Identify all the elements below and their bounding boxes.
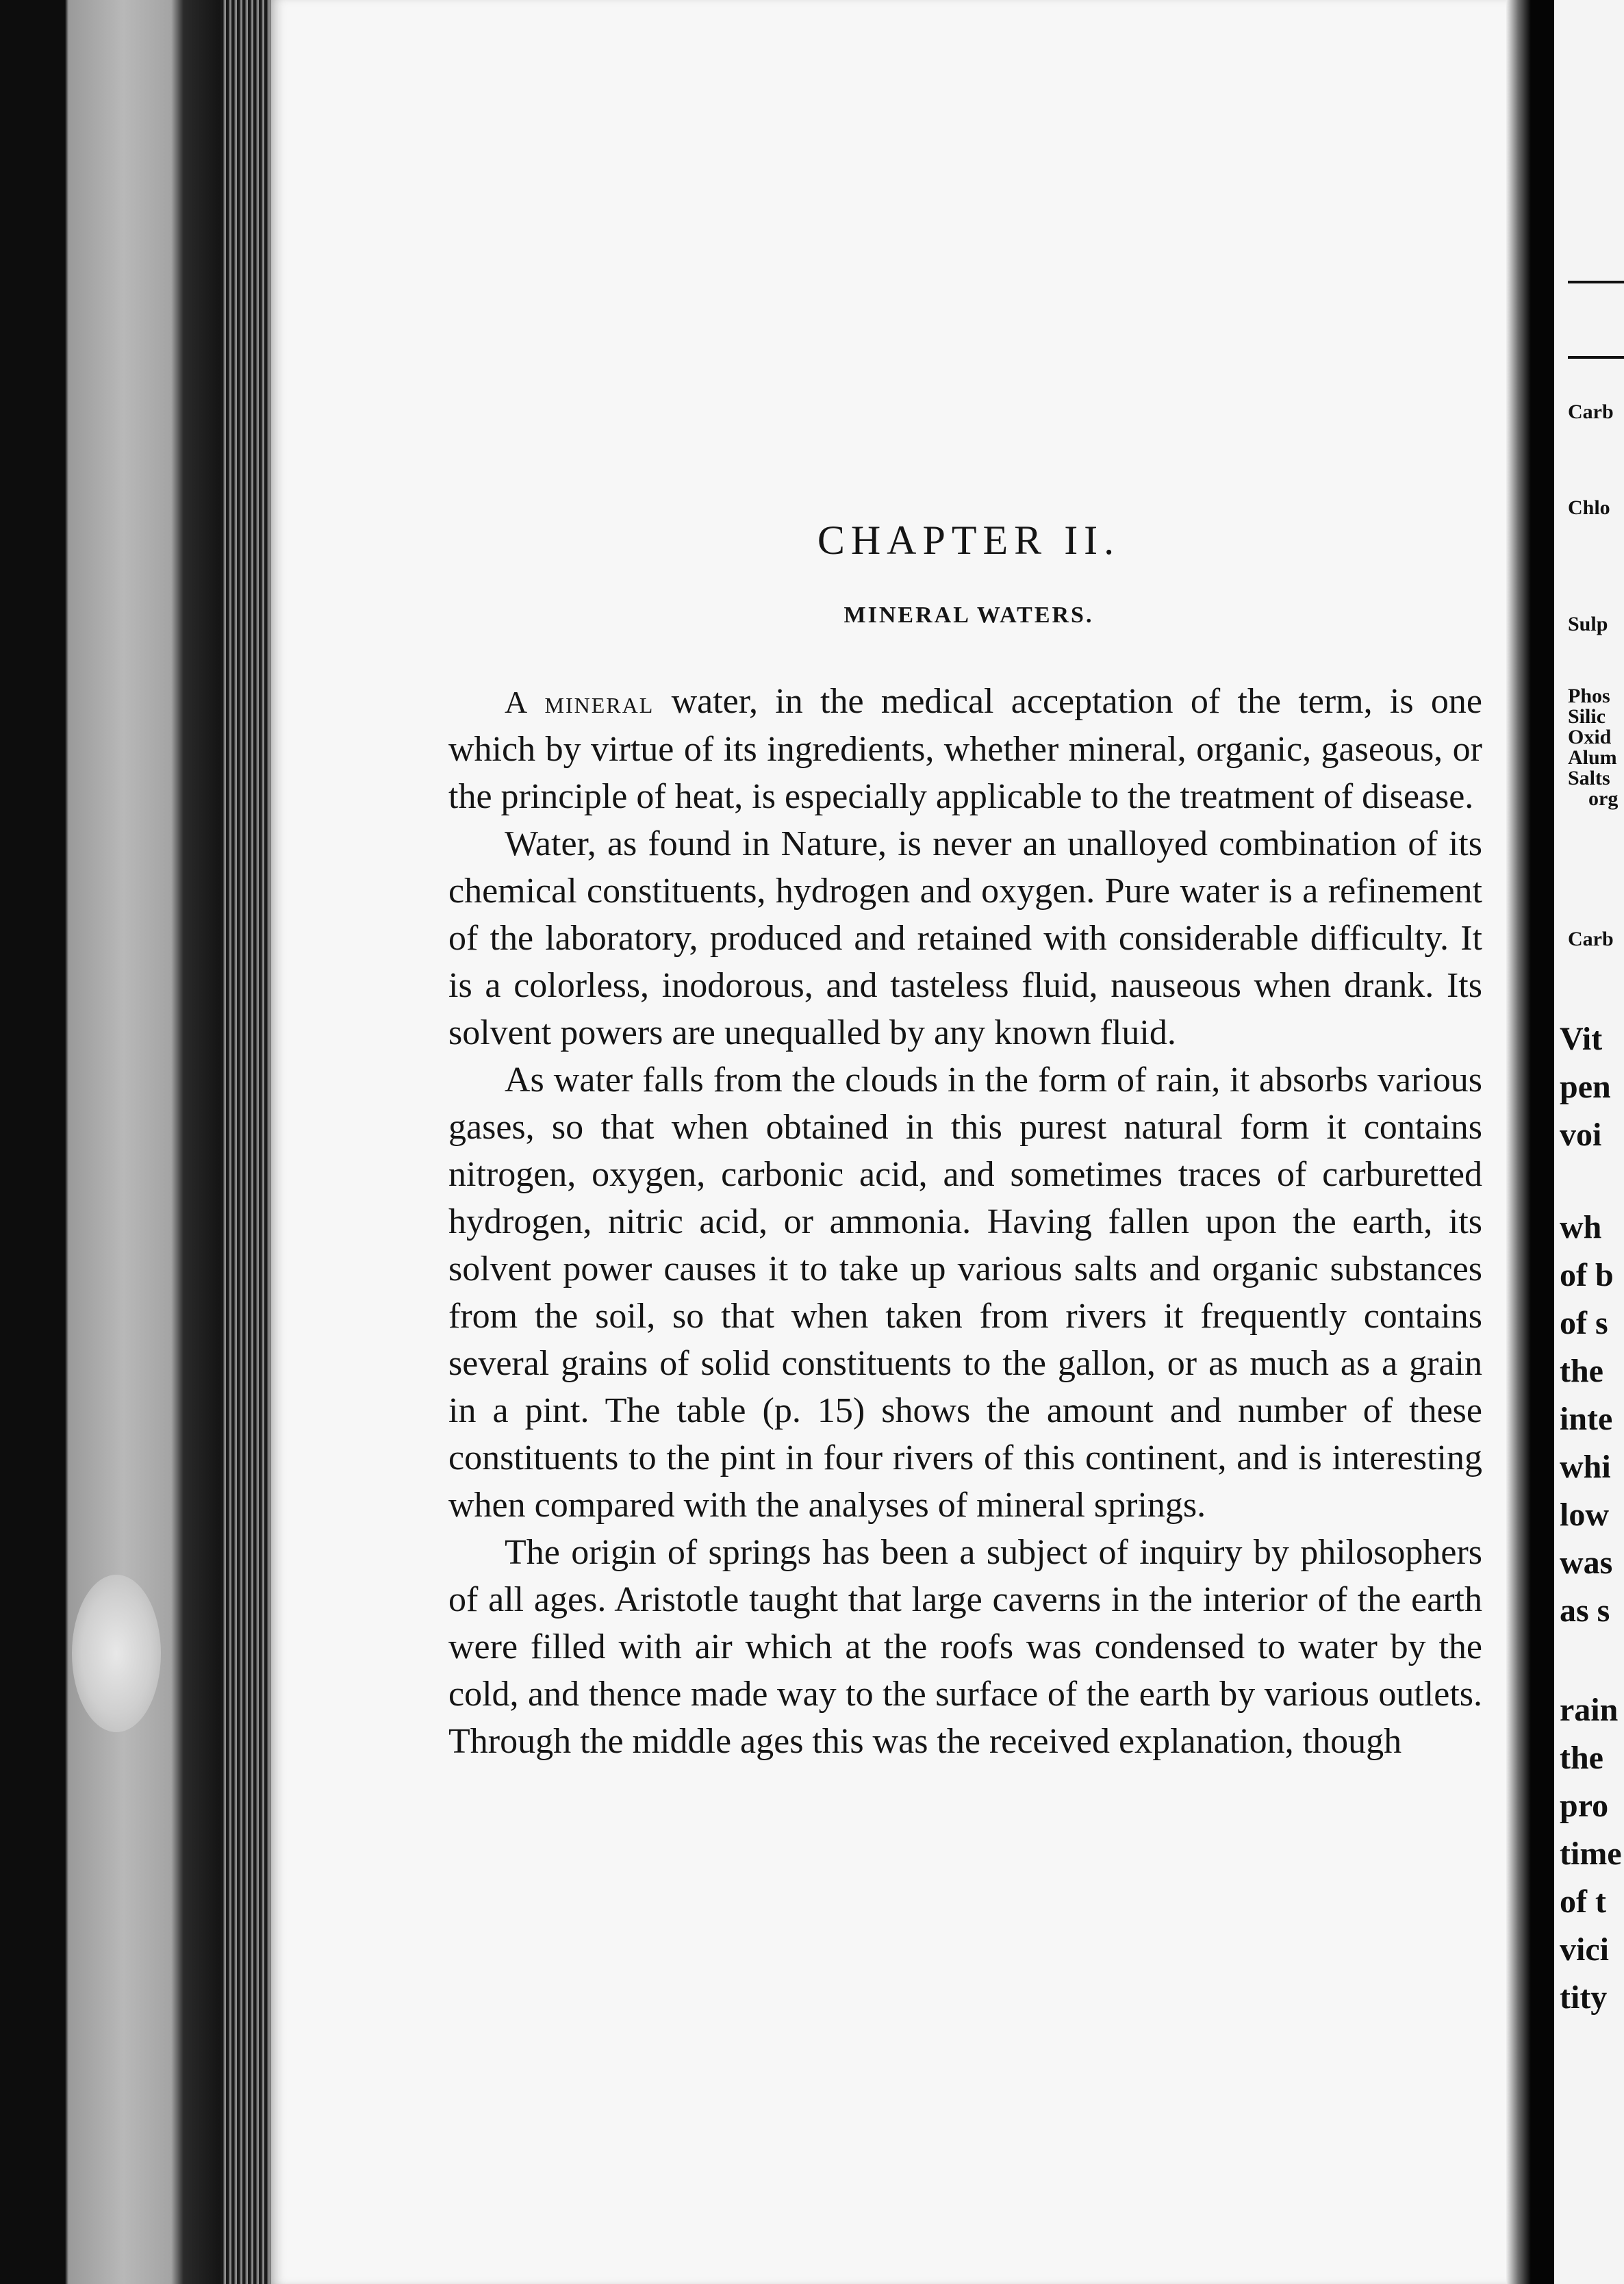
adjacent-line: of t <box>1560 1883 1606 1920</box>
paragraph-text: As water falls from the clouds in the form of rain, it absorbs various gases, so that when obtained in this purest natural form it contains nitrogen, oxygen, carbonic acid, and sometimes traces of carburetted hydrogen, nitric acid, or ammonia. Having fallen upon the earth, its solvent power causes it to take up various salts and organic substances from the soil, so that when taken from rivers it frequently contains several grains of solid constituents to the gallon, or as much as a grain in a pint. The table (p. 15) shows the amount and number of these constituents to the pint in four rivers of this continent, and is interesting when compared with the analyses of mineral springs. <box>448 1061 1482 1525</box>
adjacent-line: whi <box>1560 1449 1611 1485</box>
paragraph <box>448 678 1482 820</box>
paragraph <box>448 1529 1482 1765</box>
adjacent-line: time <box>1560 1836 1622 1872</box>
adjacent-line: as s <box>1560 1593 1610 1629</box>
paragraph-text: The origin of springs has been a subject of inquiry by philosophers of all ages. Aristotle taught that large caverns in the interior of the earth were filled with air which at the roofs was condensed to water by the cold, and thence made way to the surface of the earth by various outlets. Through the middle ages this was the received explanation, though <box>448 1533 1482 1761</box>
paragraph <box>448 1056 1482 1529</box>
adjacent-line: the <box>1560 1353 1603 1389</box>
page-stack-edges <box>220 0 272 2284</box>
adjacent-label: Chlo <box>1568 496 1610 519</box>
adjacent-line: tity <box>1560 1979 1608 2016</box>
adjacent-line: pro <box>1560 1788 1609 1824</box>
adjacent-line: rain <box>1560 1692 1619 1728</box>
chapter-subtitle: MINERAL WATERS. <box>843 602 1094 628</box>
chapter-title: CHAPTER II. <box>817 518 1121 563</box>
adjacent-label: Alum <box>1568 746 1617 769</box>
adjacent-line: inte <box>1560 1401 1613 1437</box>
book-gutter <box>1506 0 1561 2284</box>
body-text <box>448 678 1482 1765</box>
adjacent-line: pen <box>1560 1069 1611 1105</box>
adjacent-label: Silic <box>1568 705 1606 728</box>
paper-stain <box>72 1575 161 1732</box>
adjacent-label: Salts <box>1568 767 1610 789</box>
adjacent-line: of b <box>1560 1257 1614 1293</box>
adjacent-label: Carb <box>1568 928 1614 950</box>
table-rule <box>1568 281 1624 283</box>
adjacent-label: Oxid <box>1568 726 1612 748</box>
table-rule <box>1568 356 1624 359</box>
adjacent-line: of s <box>1560 1305 1608 1341</box>
adjacent-label: Phos <box>1568 685 1610 707</box>
adjacent-line: wh <box>1560 1209 1602 1245</box>
adjacent-line: vici <box>1560 1931 1609 1968</box>
adjacent-label: Carb <box>1568 401 1614 423</box>
paragraph <box>448 820 1482 1056</box>
adjacent-line: the <box>1560 1740 1603 1776</box>
adjacent-line: was <box>1560 1545 1613 1581</box>
paragraph-text: water, in the medical acceptation of the term, is one which by virtue of its ingredients, whether mineral, organic, gaseous, or the principle of heat, is especially applicable to the treatment of disease. <box>448 682 1482 816</box>
adjacent-line: voi <box>1560 1117 1602 1153</box>
book-left-edge <box>0 0 226 2284</box>
paragraph-lead: A mineral <box>505 685 655 720</box>
adjacent-label: org <box>1588 787 1619 810</box>
paragraph-text: Water, as found in Nature, is never an unalloyed combination of its chemical constituents, hydrogen and oxygen. Pure water is a refinement of the laboratory, produced and retained with considerable difficulty. It is a colorless, inodorous, and tasteless fluid, nauseous when drank. Its solvent powers are unequalled by any known fluid. <box>448 824 1482 1052</box>
adjacent-line: Vit <box>1560 1021 1603 1057</box>
adjacent-line: low <box>1560 1497 1609 1533</box>
adjacent-page-fragment <box>1554 0 1624 2284</box>
adjacent-label: Sulp <box>1568 613 1608 635</box>
